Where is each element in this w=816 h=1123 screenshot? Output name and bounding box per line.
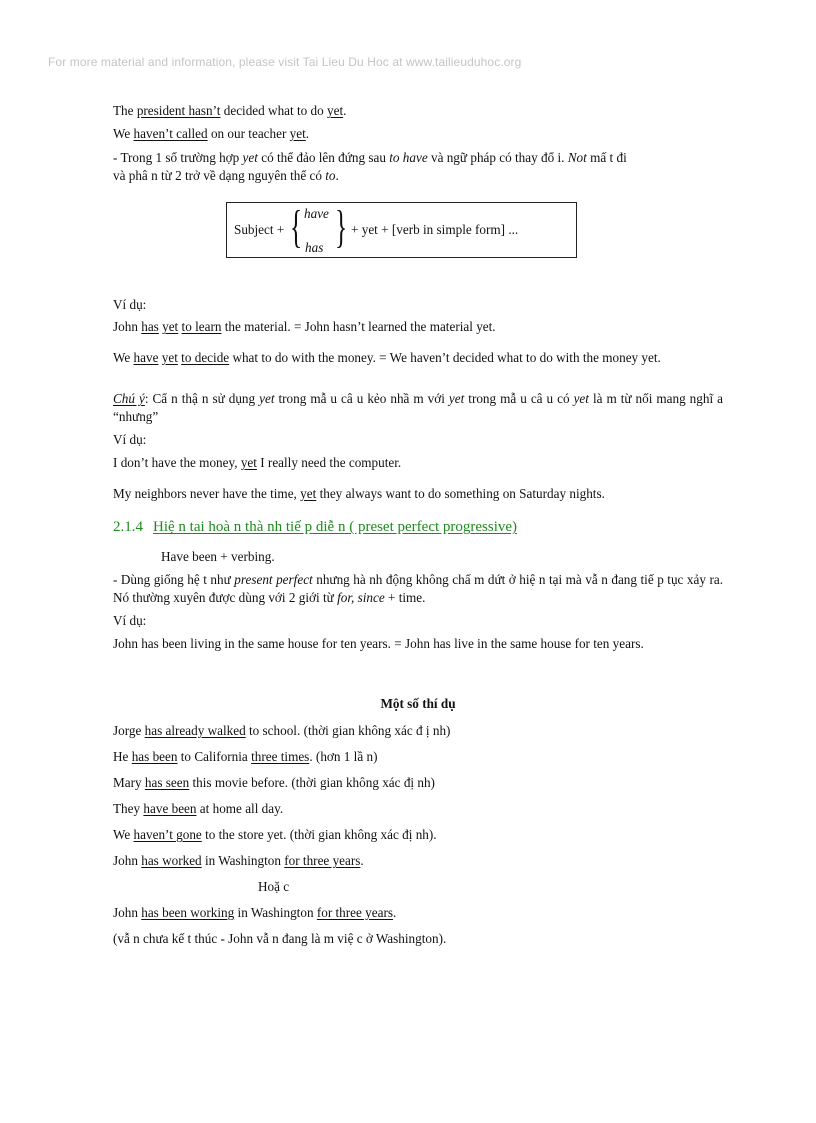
section-heading: 2.1.4 Hiệ n tai hoà n thà nh tiế p diễ n ( preset perfect progressive) — [113, 519, 518, 535]
note-progressive: - Dùng giống hệ t như present perfect nhưng hà nh động không chấ m dứt ở hiệ n tại mà vẫ n đang tiế p tục xảy ra. Nó thường xuyên được dùng với 2 giới từ for, since + time. — [113, 572, 724, 605]
formula-progressive: Have been + verbing. — [161, 549, 275, 564]
example-teacher: We haven’t called on our teacher yet. — [113, 126, 310, 141]
formula-box — [226, 202, 577, 258]
example-explanation: (vẫ n chưa kế t thúc - John vẫ n đang là m việ c ở Washington). — [113, 931, 447, 946]
examples-title: Một số thí dụ — [380, 696, 456, 711]
example-john-learn: John has yet to learn the material. = John hasn’t learned the material yet. — [113, 319, 496, 334]
example-they: They have been at home all day. — [113, 801, 284, 816]
example-president: The president hasn’t decided what to do yet. — [113, 103, 347, 118]
watermark: For more material and information, please visit Tai Lieu Du Hoc at www.tailieuduhoc.org — [48, 55, 522, 69]
example-mary: Mary has seen this movie before. (thời gian không xác đị nh) — [113, 775, 435, 790]
vidu-label-1: Ví dụ: — [113, 297, 147, 312]
example-california: He has been to California three times. (hơn 1 lầ n) — [113, 749, 378, 764]
formula-rest: + yet + [verb in simple form] ... — [351, 222, 519, 237]
example-we-decide: We have yet to decide what to do with the money. = We haven’t decided what to do with the money yet. — [113, 350, 661, 365]
vidu-label-2: Ví dụ: — [113, 432, 147, 447]
note-inversion-line1: - Trong 1 số trường hợp yet có thể đảo lên đứng sau to have và ngữ pháp có thay đổ i. Not mấ t đi — [113, 150, 627, 165]
example-house: John has been living in the same house for ten years. = John has live in the same house for ten years. — [113, 636, 644, 651]
example-store: We haven’t gone to the store yet. (thời gian không xác đị nh). — [113, 827, 437, 842]
formula-subject: Subject + — [234, 222, 285, 237]
example-washington-1: John has worked in Washington for three years. — [113, 853, 364, 868]
example-money: I don’t have the money, yet I really need the computer. — [113, 455, 402, 470]
example-neighbors: My neighbors never have the time, yet they always want to do something on Saturday nights. — [113, 486, 605, 501]
formula-have: have — [304, 206, 329, 221]
example-washington-2: John has been working in Washington for three years. — [113, 905, 397, 920]
hoac-label: Hoặ c — [258, 879, 290, 894]
formula-has: has — [305, 240, 324, 255]
vidu-label-3: Ví dụ: — [113, 613, 147, 628]
note-inversion-line2: và phâ n từ 2 trở về dạng nguyên thể có to. — [113, 168, 339, 183]
note-chu-y: Chú ý: Cẩ n thậ n sử dụng yet trong mẫ u câ u kẻo nhầ m với yet trong mẫ u câ u có yet là m từ nối mang nghĩ a “nhưng” — [113, 391, 723, 424]
example-jorge: Jorge has already walked to school. (thời gian không xác đ ị nh) — [113, 723, 451, 738]
left-brace: { — [289, 201, 303, 252]
right-brace: } — [334, 201, 348, 252]
